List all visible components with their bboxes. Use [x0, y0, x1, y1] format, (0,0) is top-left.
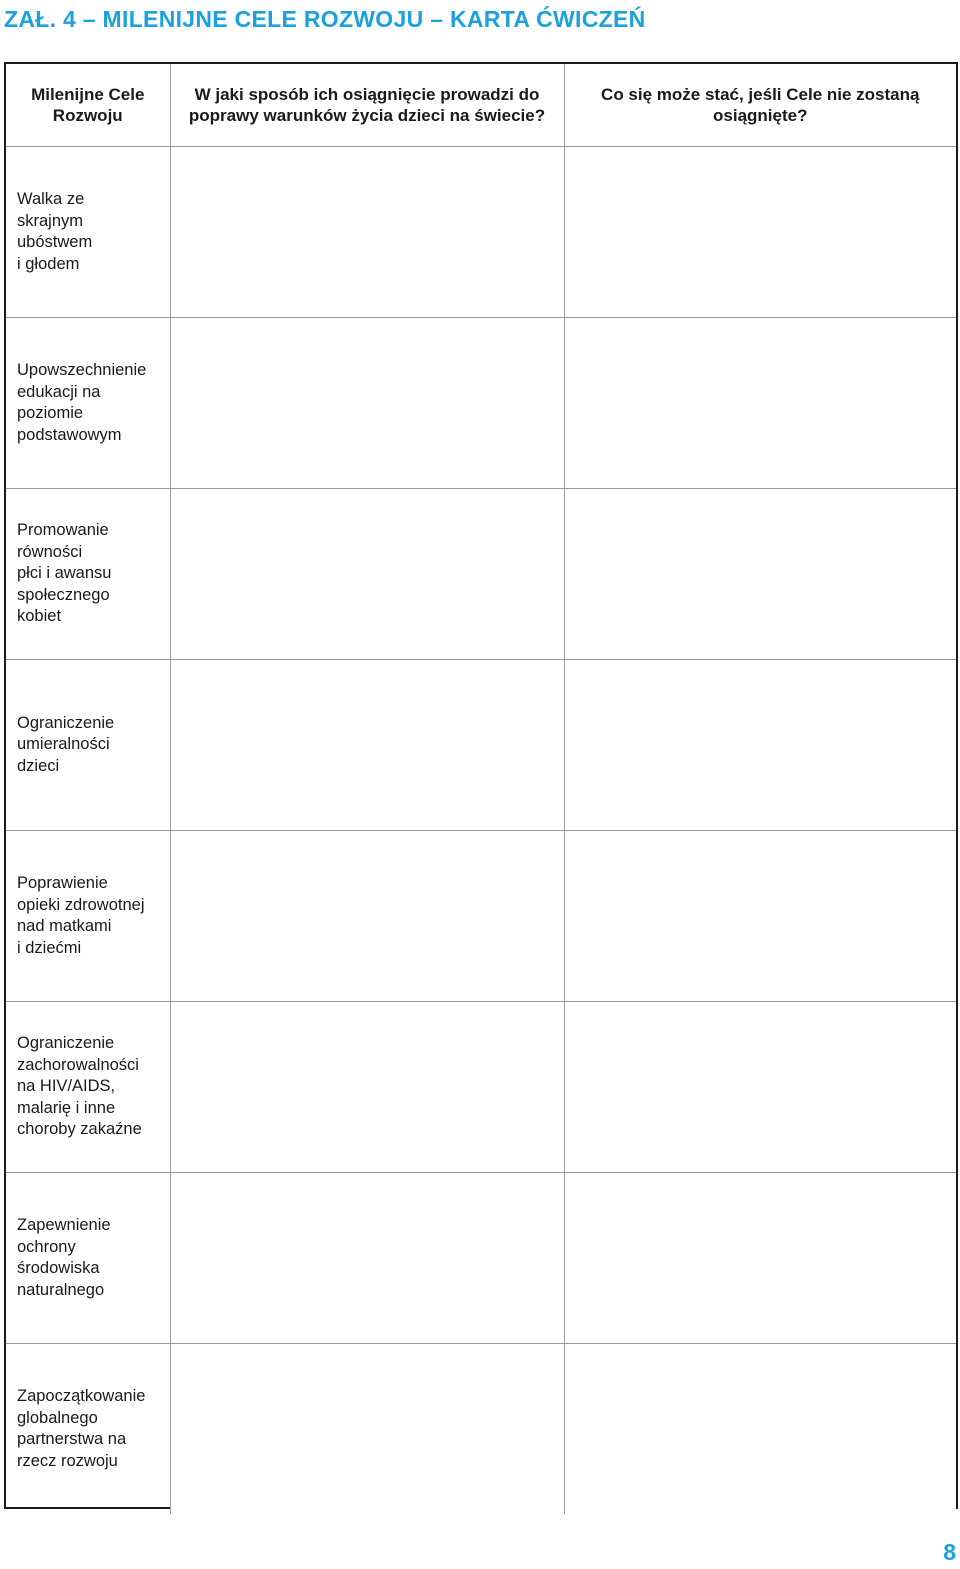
answer-cell-how[interactable] — [170, 489, 564, 660]
table-row — [6, 1002, 956, 1173]
answer-cell-how[interactable] — [170, 1002, 564, 1173]
table-row — [6, 147, 956, 318]
answer-cell-what-if[interactable] — [564, 1344, 956, 1515]
answer-cell-what-if[interactable] — [564, 489, 956, 660]
table-row — [6, 489, 956, 660]
answer-cell-what-if[interactable] — [564, 147, 956, 318]
header-goals: Milenijne Cele Rozwoju — [6, 64, 170, 147]
answer-cell-what-if[interactable] — [564, 831, 956, 1002]
goal-cell: Zapoczątkowanie globalnego partnerstwa na rzecz rozwoju — [6, 1344, 170, 1515]
table-row — [6, 831, 956, 1002]
goal-cell: Ograniczenie umieralności dzieci — [6, 660, 170, 831]
answer-cell-how[interactable] — [170, 1344, 564, 1515]
answer-cell-what-if[interactable] — [564, 1002, 956, 1173]
goal-cell: Upowszechnienie edukacji na poziomie podstawowym — [6, 318, 170, 489]
goal-cell: Walka ze skrajnym ubóstwem i głodem — [6, 147, 170, 318]
answer-cell-what-if[interactable] — [564, 318, 956, 489]
answer-cell-what-if[interactable] — [564, 660, 956, 831]
answer-cell-how[interactable] — [170, 660, 564, 831]
header-how-achievement-helps: W jaki sposób ich osiągnięcie prowadzi do poprawy warunków życia dzieci na świecie? — [170, 64, 564, 147]
goal-cell: Promowanie równości płci i awansu społecznego kobiet — [6, 489, 170, 660]
goal-cell: Poprawienie opieki zdrowotnej nad matkami i dziećmi — [6, 831, 170, 1002]
answer-cell-how[interactable] — [170, 147, 564, 318]
page-number: 8 — [943, 1539, 956, 1565]
page-title: ZAŁ. 4 – MILENIJNE CELE ROZWOJU – KARTA ĆWICZEŃ — [4, 6, 646, 32]
table-row — [6, 660, 956, 831]
table-row — [6, 1344, 956, 1515]
answer-cell-how[interactable] — [170, 1173, 564, 1344]
goal-cell: Zapewnienie ochrony środowiska naturalnego — [6, 1173, 170, 1344]
table-row — [6, 318, 956, 489]
header-what-if-not-achieved: Co się może stać, jeśli Cele nie zostaną osiągnięte? — [564, 64, 956, 147]
answer-cell-what-if[interactable] — [564, 1173, 956, 1344]
answer-cell-how[interactable] — [170, 318, 564, 489]
table-row — [6, 1173, 956, 1344]
worksheet-table — [4, 62, 958, 1509]
goal-cell: Ograniczenie zachorowalności na HIV/AIDS, malarię i inne choroby zakaźne — [6, 1002, 170, 1173]
answer-cell-how[interactable] — [170, 831, 564, 1002]
header-row — [6, 64, 956, 147]
